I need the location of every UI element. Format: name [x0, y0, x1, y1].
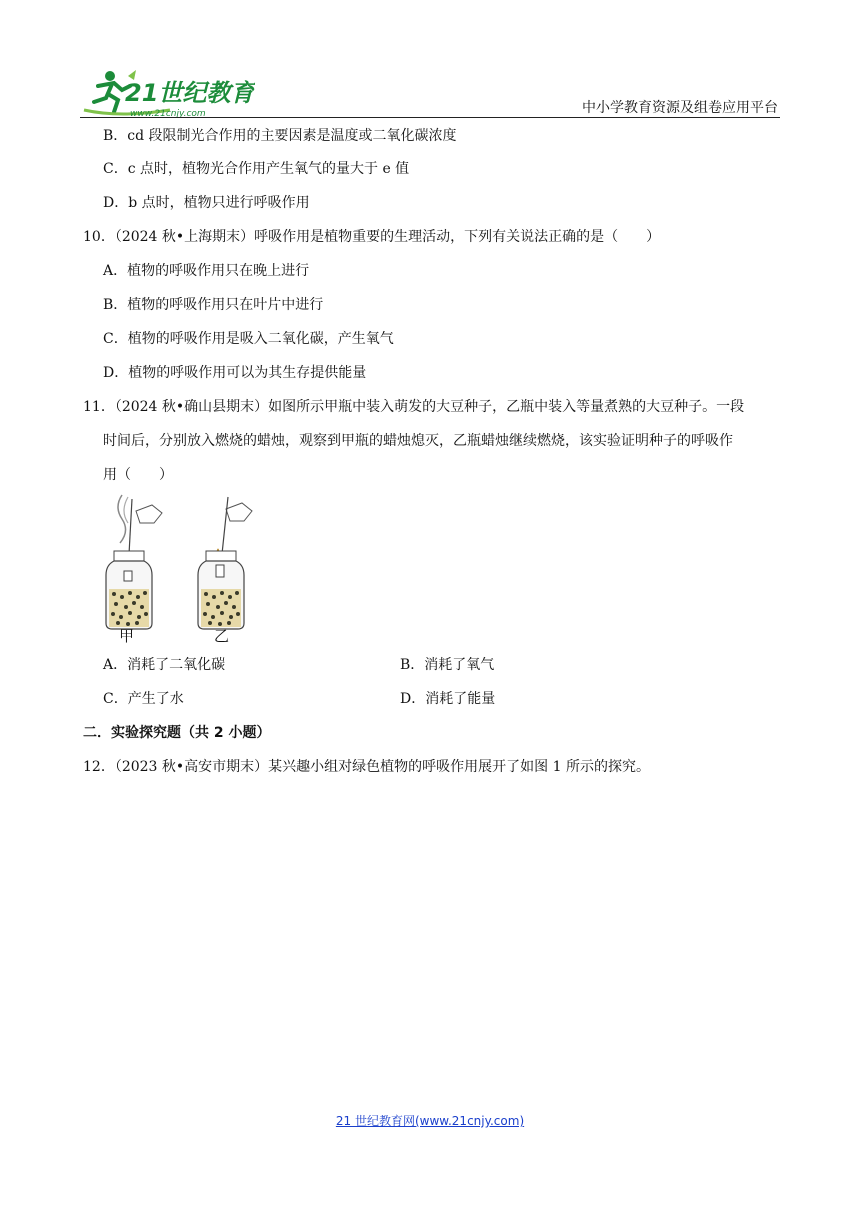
- page-header: [80, 60, 780, 120]
- label-yi: 乙: [214, 627, 230, 645]
- page-footer: [0, 1112, 860, 1129]
- q10-option-d: D．植物的呼吸作用可以为其生存提供能量: [103, 365, 367, 381]
- footer-link[interactable]: 21 世纪教育网(www.21cnjy.com): [335, 1114, 525, 1128]
- platform-name: 中小学教育资源及组卷应用平台: [582, 100, 778, 116]
- q11-option-c: C．产生了水: [103, 691, 184, 707]
- bottle-experiment-figure: [100, 493, 260, 643]
- logo-text: 21世纪教育: [125, 79, 255, 107]
- header-divider: [80, 117, 780, 118]
- q10-option-c: C．植物的呼吸作用是吸入二氧化碳，产生氧气: [103, 331, 394, 347]
- logo-21cnjy: [80, 66, 255, 120]
- q11-stem-line2: 时间后，分别放入燃烧的蜡烛，观察到甲瓶的蜡烛熄灭，乙瓶蜡烛继续燃烧，该实验证明种子的呼吸作: [103, 433, 733, 449]
- q9-option-c: C．c 点时，植物光合作用产生氧气的量大于 e 值: [103, 161, 410, 177]
- q9-option-b: B．cd 段限制光合作用的主要因素是温度或二氧化碳浓度: [103, 128, 457, 144]
- q10-stem: 10．（2024 秋•上海期末）呼吸作用是植物重要的生理活动，下列有关说法正确的是（ ）: [83, 229, 661, 245]
- q9-option-d: D．b 点时，植物只进行呼吸作用: [103, 195, 310, 211]
- label-jia: 甲: [119, 627, 135, 645]
- section-heading-experiment: 二．实验探究题（共 2 小题）: [83, 725, 271, 741]
- q10-option-b: B．植物的呼吸作用只在叶片中进行: [103, 297, 324, 313]
- bottle-jia: [106, 495, 162, 629]
- q11-option-b: B．消耗了氧气: [400, 657, 495, 673]
- logo-subtext: www.21cnjy.com: [130, 109, 206, 119]
- q11-option-a: A．消耗了二氧化碳: [103, 657, 226, 673]
- bottle-yi: [198, 497, 252, 629]
- q12-stem: 12．（2023 秋•高安市期末）某兴趣小组对绿色植物的呼吸作用展开了如图 1 所示的探究。: [83, 759, 650, 775]
- bottles-illustration: [100, 493, 260, 643]
- q11-stem-line1: 11．（2024 秋•确山县期末）如图所示甲瓶中装入萌发的大豆种子，乙瓶中装入等量煮熟的大豆种子。一段: [83, 399, 745, 415]
- q11-stem-line3: 用（ ）: [103, 467, 173, 483]
- q10-option-a: A．植物的呼吸作用只在晚上进行: [103, 263, 310, 279]
- q11-option-d: D．消耗了能量: [400, 691, 496, 707]
